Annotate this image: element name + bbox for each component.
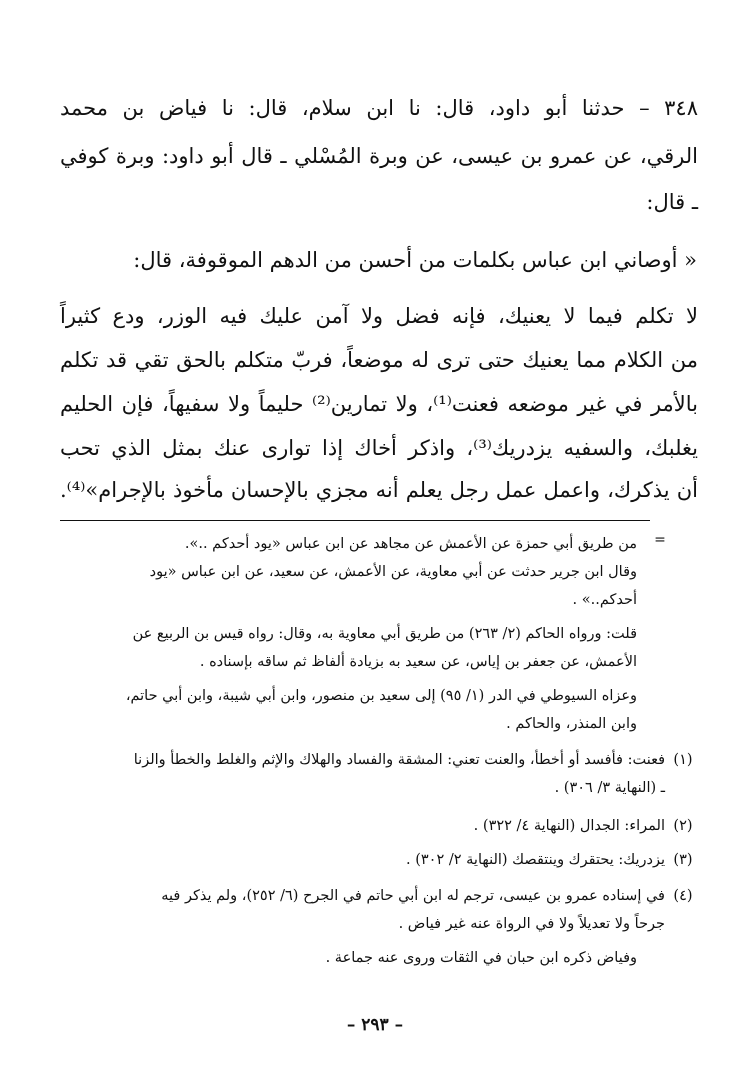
quote-line: يغلبك، والسفيه يزدريك⁽³⁾، واذكر أخاك إذا توارى عنك بمثل الذي تحب (60, 436, 699, 460)
footnote-line: وابن المنذر، والحاكم . (506, 716, 637, 732)
footnote-line: يزدريك: يحتقرك وينتقصك (النهاية ٢/ ٣٠٢) . (405, 852, 665, 868)
quote-line: أن يذكرك، واعمل عمل رجل يعلم أنه مجزي بالإحسان مأخوذ بالإجرام»⁽⁴⁾. (60, 478, 698, 502)
footnote-line: وفياض ذكره ابن حبان في الثقات وروى عنه جماعة . (325, 950, 637, 966)
footnote-number: (٢) (673, 818, 693, 834)
footnote-line: أحدكم..» . (572, 592, 637, 608)
footnote-line: المراء: الجدال (النهاية ٤/ ٣٢٢) . (473, 818, 665, 834)
page-number: – ٢٩٣ – (346, 1015, 404, 1035)
footnote-line: ـ (النهاية ٣/ ٣٠٦) . (554, 780, 665, 796)
footnote-line: وقال ابن جرير حدثت عن أبي معاوية، عن الأعمش، عن سعيد، عن ابن عباس «يود (149, 564, 637, 580)
hadith-line: ٣٤٨ – حدثنا أبو داود، قال: نا ابن سلام، قال: نا فياض بن محمد (60, 96, 698, 120)
quote-line: بالأمر في غير موضعه فعنت⁽¹⁾، ولا تمارين⁽²⁾ حليماً ولا سفيهاً، فإن الحليم (60, 392, 698, 416)
footnote-line: جرحاً ولا تعديلاً ولا في الرواة عنه غير فياض . (398, 916, 665, 932)
footnote-line: وعزاه السيوطي في الدر (١/ ٩٥) إلى سعيد بن منصور، وابن أبي شيبة، وابن أبي حاتم، (125, 688, 637, 704)
hadith-line: الرقي، عن عمرو بن عيسى، عن وبرة المُسْلي ـ قال أبو داود: وبرة كوفي (60, 144, 698, 168)
footnote-line: من طريق أبي حمزة عن الأعمش عن مجاهد عن ابن عباس «يود أحدكم ..». (184, 536, 637, 552)
quote-line: من الكلام مما يعنيك حتى ترى له موضعاً، فربّ متكلم بالحق تقي قد تكلم (60, 348, 698, 372)
footnote-line: قلت: ورواه الحاكم (٢/ ٢٦٣) من طريق أبي معاوية به، وقال: رواه قيس بن الربيع عن (132, 626, 637, 642)
footnote-number: (٤) (673, 888, 693, 904)
footnote-number: (١) (673, 752, 693, 768)
footnote-number: (٣) (673, 852, 693, 868)
quote-intro: « أوصاني ابن عباس بكلمات من أحسن من الدهم الموقوفة، قال: (133, 248, 697, 272)
quote-line: لا تكلم فيما لا يعنيك، فإنه فضل ولا آمن عليك فيه الوزر، ودع كثيراً (60, 304, 698, 328)
footnote-divider (60, 520, 650, 521)
hadith-line: ـ قال: (646, 190, 698, 214)
continuation-mark: = (654, 532, 666, 548)
footnote-line: الأعمش، عن جعفر بن إياس، عن سعيد به بزيادة ألفاظ ثم ساقه بإسناده . (199, 654, 637, 670)
footnote-line: فعنت: فأفسد أو أخطأ، والعنت تعني: المشقة والفساد والهلاك والإثم والغلط والخطأ والزنا (133, 752, 665, 768)
footnote-line: في إسناده عمرو بن عيسى، ترجم له ابن أبي حاتم في الجرح (٦/ ٢٥٢)، ولم يذكر فيه (161, 888, 665, 904)
